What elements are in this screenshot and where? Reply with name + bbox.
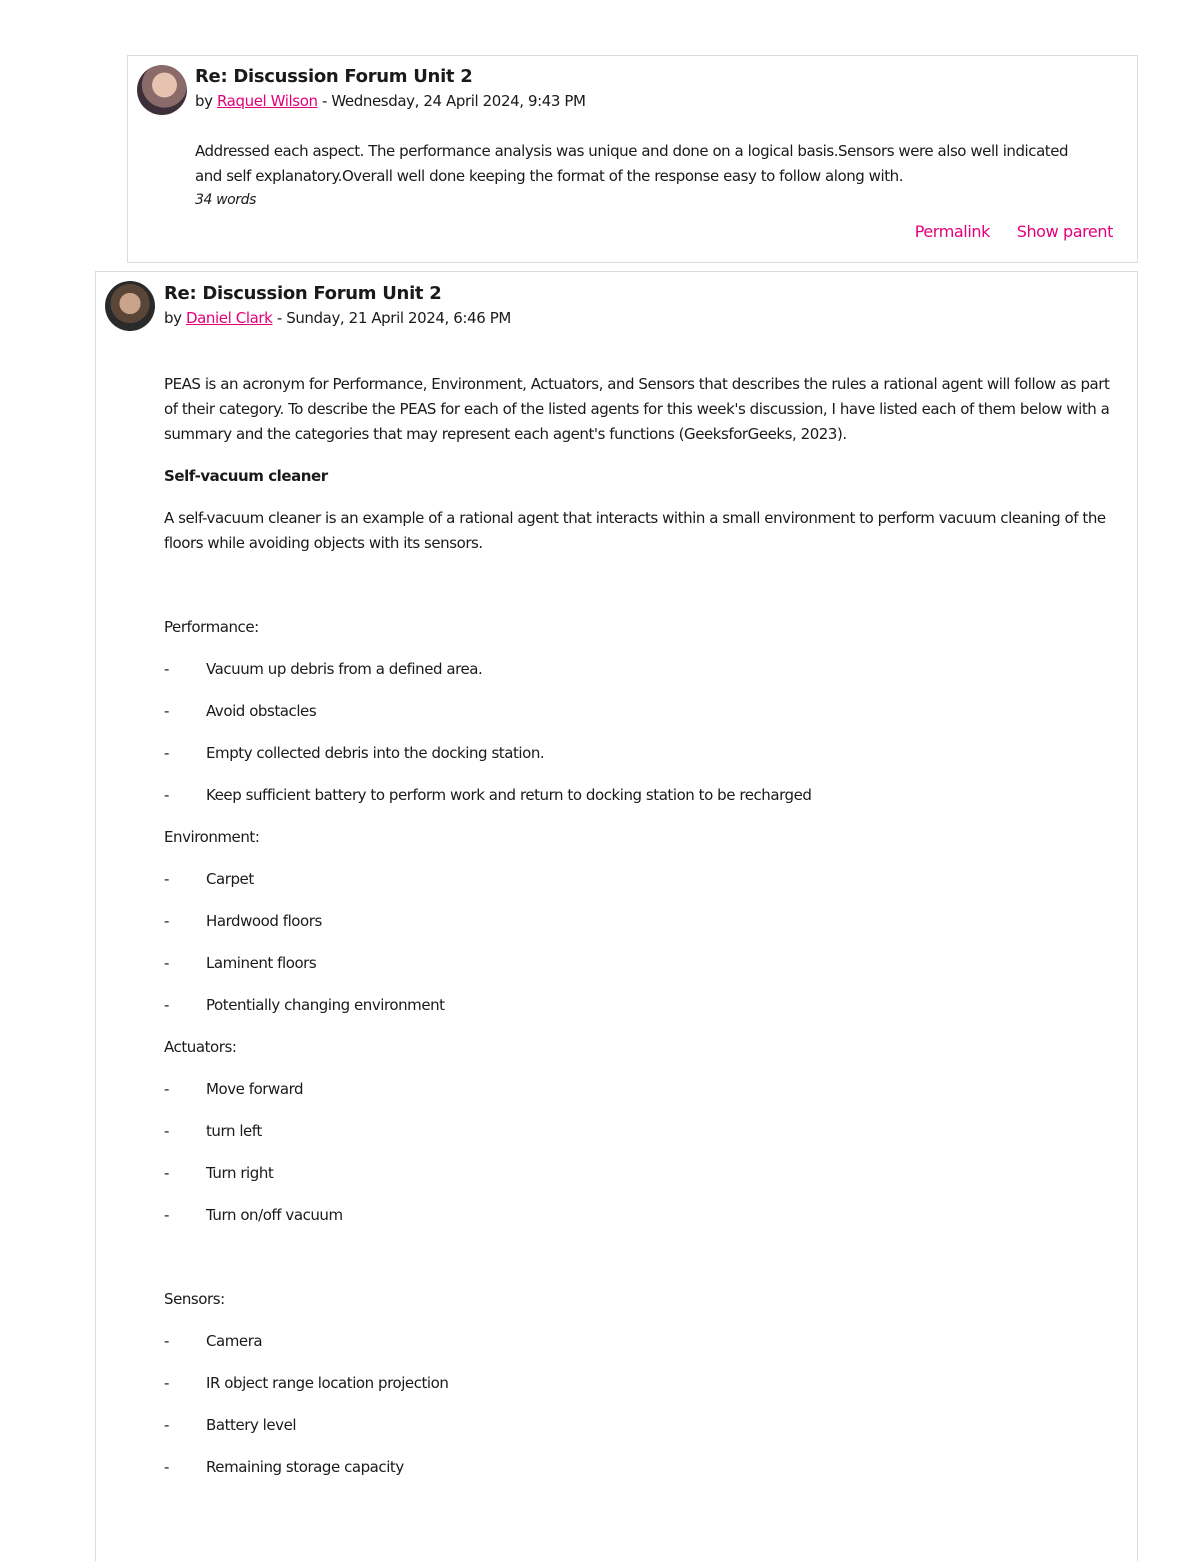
post-byline bbox=[195, 90, 586, 112]
sensors-list bbox=[164, 1329, 1124, 1480]
post-actions bbox=[893, 222, 1113, 241]
sensors-label: Sensors: bbox=[164, 1290, 225, 1308]
list-item: - Hardwood floors bbox=[164, 912, 322, 930]
post-content bbox=[164, 372, 1124, 1497]
list-item: - Camera bbox=[164, 1332, 263, 1350]
by-prefix: by bbox=[164, 309, 182, 327]
intro-paragraph: PEAS is an acronym for Performance, Environment, Actuators, and Sensors that describes the rules a rational agent will follow as part of their category. To describe the PEAS for each of the listed agents for this week's discussion, I have listed each of them below with a summary and the categories that may represent each agent's functions (GeeksforGeeks, 2023). bbox=[164, 375, 1110, 443]
post-header bbox=[195, 66, 586, 112]
list-item: - Potentially changing environment bbox=[164, 996, 445, 1014]
list-item: - Empty collected debris into the docking station. bbox=[164, 744, 545, 762]
list-item: - Avoid obstacles bbox=[164, 702, 317, 720]
environment-list bbox=[164, 867, 1124, 1018]
section-title: Self-vacuum cleaner bbox=[164, 467, 328, 485]
list-item: - Turn on/off vacuum bbox=[164, 1206, 343, 1224]
post-subject: Re: Discussion Forum Unit 2 bbox=[195, 66, 473, 87]
author-link[interactable]: Daniel Clark bbox=[185, 309, 273, 327]
section-description: A self-vacuum cleaner is an example of a rational agent that interacts within a small environment to perform vacuum cleaning of the floors while avoiding objects with its sensors. bbox=[164, 509, 1106, 552]
post-header bbox=[164, 283, 511, 329]
show-parent-link[interactable]: Show parent bbox=[1016, 222, 1113, 241]
author-link[interactable]: Raquel Wilson bbox=[216, 92, 318, 110]
list-item: - Battery level bbox=[164, 1416, 297, 1434]
author-avatar[interactable] bbox=[137, 65, 187, 115]
forum-post-reply bbox=[127, 55, 1138, 263]
post-content bbox=[195, 139, 1095, 211]
actuators-list bbox=[164, 1077, 1124, 1228]
list-item: - Vacuum up debris from a defined area. bbox=[164, 660, 483, 678]
post-byline bbox=[164, 307, 511, 329]
list-item: - Remaining storage capacity bbox=[164, 1458, 404, 1476]
forum-post-parent bbox=[95, 271, 1138, 1561]
author-avatar[interactable] bbox=[105, 281, 155, 331]
list-item: - Laminent floors bbox=[164, 954, 317, 972]
list-item: - Turn right bbox=[164, 1164, 274, 1182]
list-item: - turn left bbox=[164, 1122, 262, 1140]
list-item: - Keep sufficient battery to perform work and return to docking station to be recharged bbox=[164, 786, 812, 804]
by-prefix: by bbox=[195, 92, 213, 110]
post-subject: Re: Discussion Forum Unit 2 bbox=[164, 283, 442, 304]
list-item: - Carpet bbox=[164, 870, 254, 888]
post-date: - Wednesday, 24 April 2024, 9:43 PM bbox=[321, 92, 586, 110]
performance-label: Performance: bbox=[164, 618, 259, 636]
list-item: - Move forward bbox=[164, 1080, 304, 1098]
post-body: Addressed each aspect. The performance analysis was unique and done on a logical basis.Sensors were also well indicated and self explanatory.Overall well done keeping the format of the response easy to follow along with. bbox=[195, 142, 1069, 185]
environment-label: Environment: bbox=[164, 828, 260, 846]
post-date: - Sunday, 21 April 2024, 6:46 PM bbox=[276, 309, 511, 327]
list-item: - IR object range location projection bbox=[164, 1374, 449, 1392]
permalink-link[interactable]: Permalink bbox=[914, 222, 990, 241]
word-count: 34 words bbox=[195, 192, 257, 208]
actuators-label: Actuators: bbox=[164, 1038, 237, 1056]
performance-list bbox=[164, 657, 1124, 808]
